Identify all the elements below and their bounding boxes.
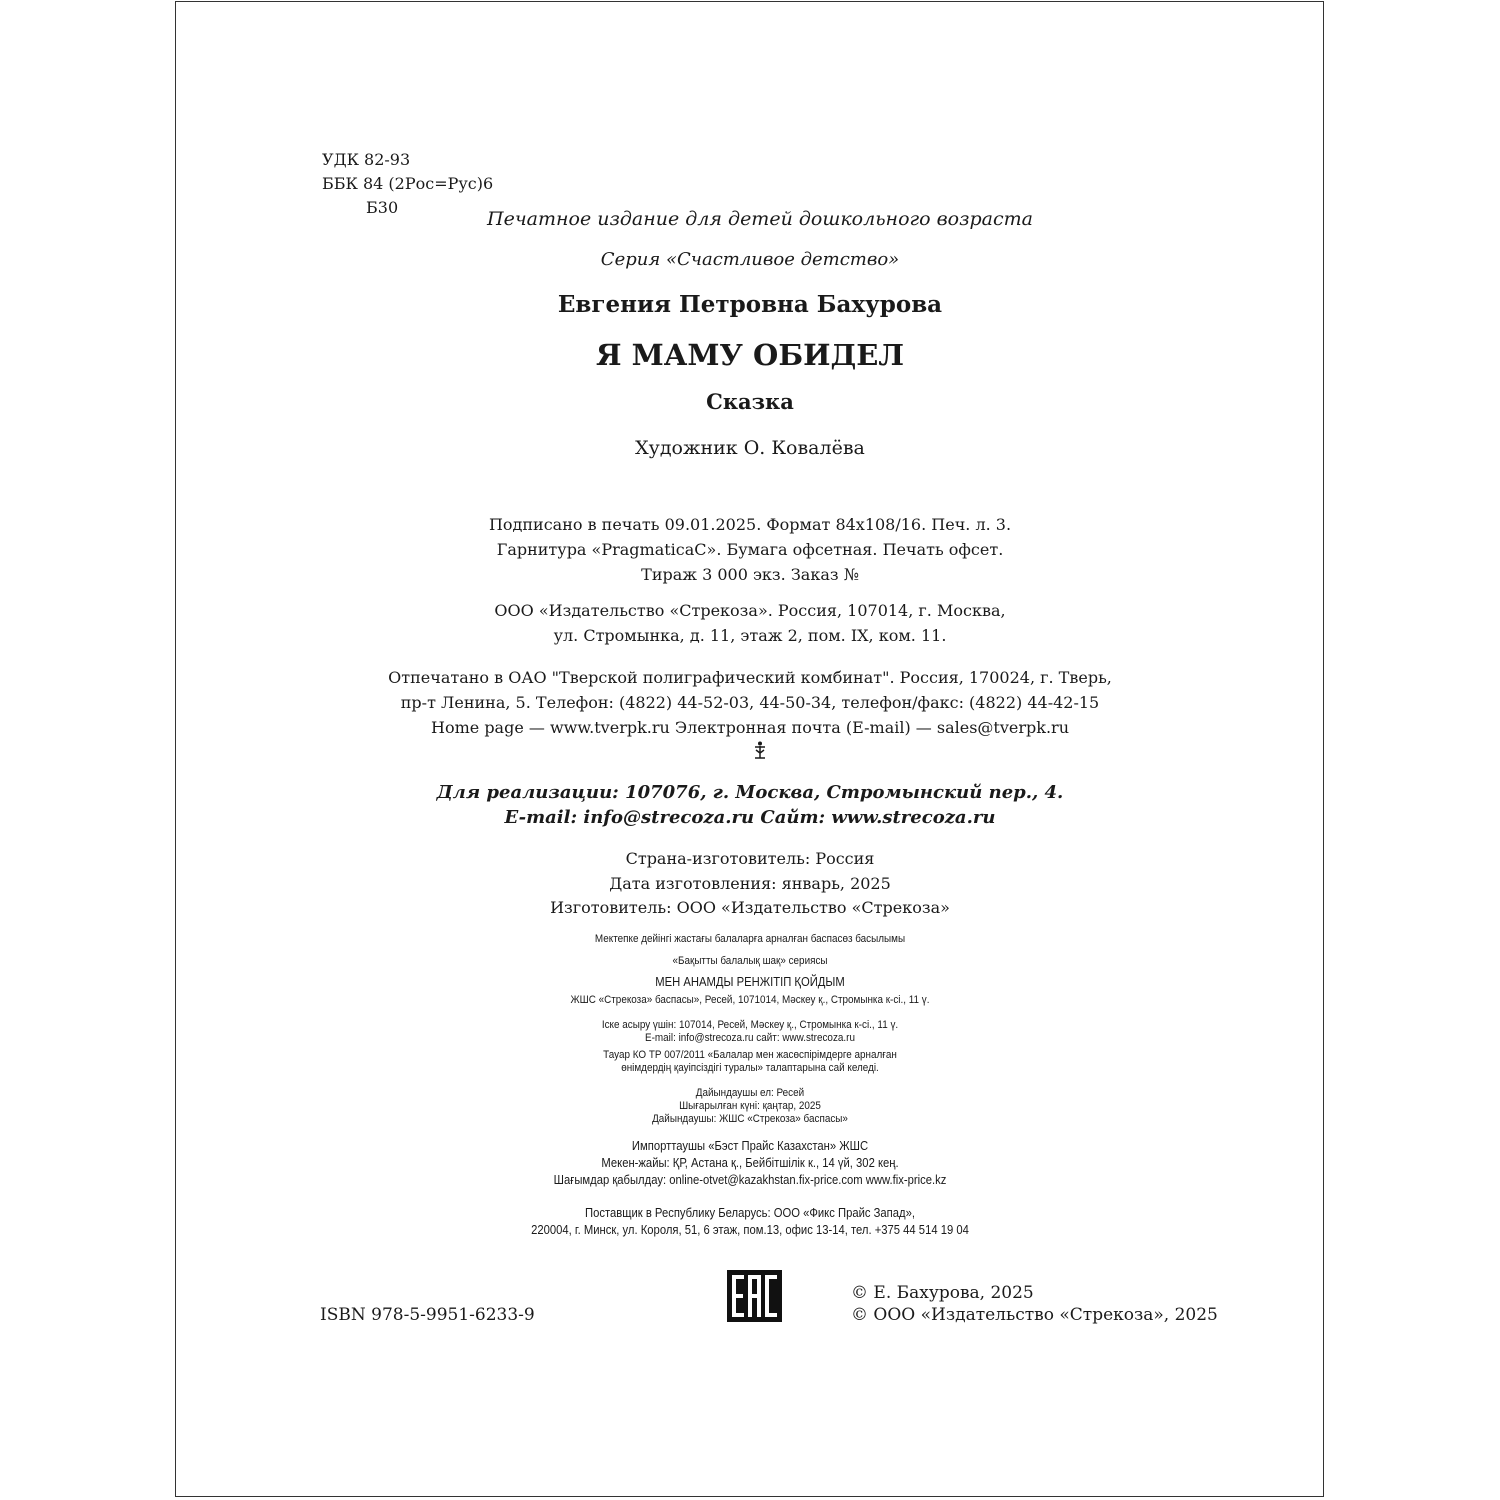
copyright-author: © Е. Бахурова, 2025 (851, 1283, 1034, 1303)
kazakh-edition-type: Мектепке дейінгі жастағы балаларға арналған баспасөз басылымы (594, 933, 906, 945)
sales-address: Для реализации: 107076, г. Москва, Стромынский пер., 4. (436, 782, 1064, 803)
publisher-line-2: ул. Стромынка, д. 11, этаж 2, пом. IX, ком. 11. (553, 626, 947, 645)
kazakh-manufacturer: Дайындаушы: ЖШС «Стрекоза» баспасы» (652, 1113, 848, 1125)
illustrator: Художник О. Ковалёва (635, 437, 865, 459)
importer-name: Импорттаушы «Бэст Прайс Казахстан» ЖШС (631, 1139, 869, 1153)
book-genre: Сказка (706, 389, 794, 414)
edition-type: Печатное издание для детей дошкольного возраста (487, 208, 1033, 230)
kazakh-contacts: E-mail: info@strecoza.ru сайт: www.strecoza.ru (645, 1032, 855, 1044)
manufacture-country: Страна-изготовитель: Россия (625, 849, 875, 868)
kazakh-compliance-1: Тауар КО ТР 007/2011 «Балалар мен жасөспірімдерге арналған (603, 1049, 897, 1061)
tverpk-logo-icon (752, 741, 768, 759)
print-info-line-1: Подписано в печать 09.01.2025. Формат 84х108/16. Печ. л. 3. (488, 515, 1012, 534)
print-info-line-3: Тираж 3 000 экз. Заказ № (641, 565, 859, 584)
eac-mark-icon (727, 1270, 782, 1322)
manufacture-date: Дата изготовления: январь, 2025 (609, 874, 891, 893)
kazakh-title: МЕН АНАМДЫ РЕНЖІТІП ҚОЙДЫМ (655, 975, 845, 989)
kazakh-date: Шығарылған күні: қаңтар, 2025 (679, 1100, 821, 1112)
publisher-line-1: ООО «Издательство «Стрекоза». Россия, 107014, г. Москва, (494, 601, 1006, 620)
printer-line-2: пр-т Ленина, 5. Телефон: (4822) 44-52-03, 44-50-34, телефон/факс: (4822) 44-42-15 (400, 693, 1100, 712)
kazakh-compliance-2: өнімдердің қауіпсіздігі туралы» талаптарына сай келеді. (621, 1062, 879, 1074)
author-mark: Б30 (366, 198, 399, 217)
kazakh-series: «Бақытты балалық шақ» сериясы (672, 955, 828, 967)
belarus-address: 220004, г. Минск, ул. Короля, 51, 6 этаж, пом.13, офис 13-14, тел. +375 44 514 19 04 (531, 1223, 969, 1237)
bbk-code: ББК 84 (2Рос=Рус)6 (322, 174, 494, 193)
author-name: Евгения Петровна Бахурова (557, 291, 943, 318)
kazakh-publisher: ЖШС «Стрекоза» баспасы», Ресей, 1071014, Мәскеу қ., Стромынка к-сі., 11 ү. (570, 994, 930, 1006)
manufacturer: Изготовитель: ООО «Издательство «Стрекоза» (550, 898, 950, 917)
isbn: ISBN 978-5-9951-6233-9 (320, 1305, 535, 1325)
kazakh-country: Дайындаушы ел: Ресей (695, 1087, 805, 1099)
kazakh-sales-address: Іске асыру үшін: 107014, Ресей, Мәскеу қ., Стромынка к-сі., 11 ү. (601, 1019, 899, 1031)
udk-code: УДК 82-93 (322, 150, 411, 169)
importer-complaints: Шағымдар қабылдау: online-otvet@kazakhstan.fix-price.com www.fix-price.kz (553, 1173, 947, 1187)
series-name: Серия «Счастливое детство» (600, 249, 900, 270)
sales-contacts: E-mail: info@strecoza.ru Сайт: www.strecoza.ru (504, 807, 996, 828)
copyright-publisher: © ООО «Издательство «Стрекоза», 2025 (851, 1305, 1218, 1325)
belarus-supplier: Поставщик в Республику Беларусь: ООО «Фикс Прайс Запад», (585, 1206, 915, 1220)
print-info-line-2: Гарнитура «PragmaticaC». Бумага офсетная. Печать офсет. (496, 540, 1004, 559)
book-title: Я МАМУ ОБИДЕЛ (595, 338, 905, 372)
printer-line-3: Home page — www.tverpk.ru Электронная почта (E-mail) — sales@tverpk.ru (431, 718, 1069, 737)
importer-address: Мекен-жайы: ҚР, Астана қ., Бейбітшілік к., 14 үй, 302 кең. (601, 1156, 899, 1170)
printer-line-1: Отпечатано в ОАО "Тверской полиграфический комбинат". Россия, 170024, г. Тверь, (388, 668, 1112, 687)
